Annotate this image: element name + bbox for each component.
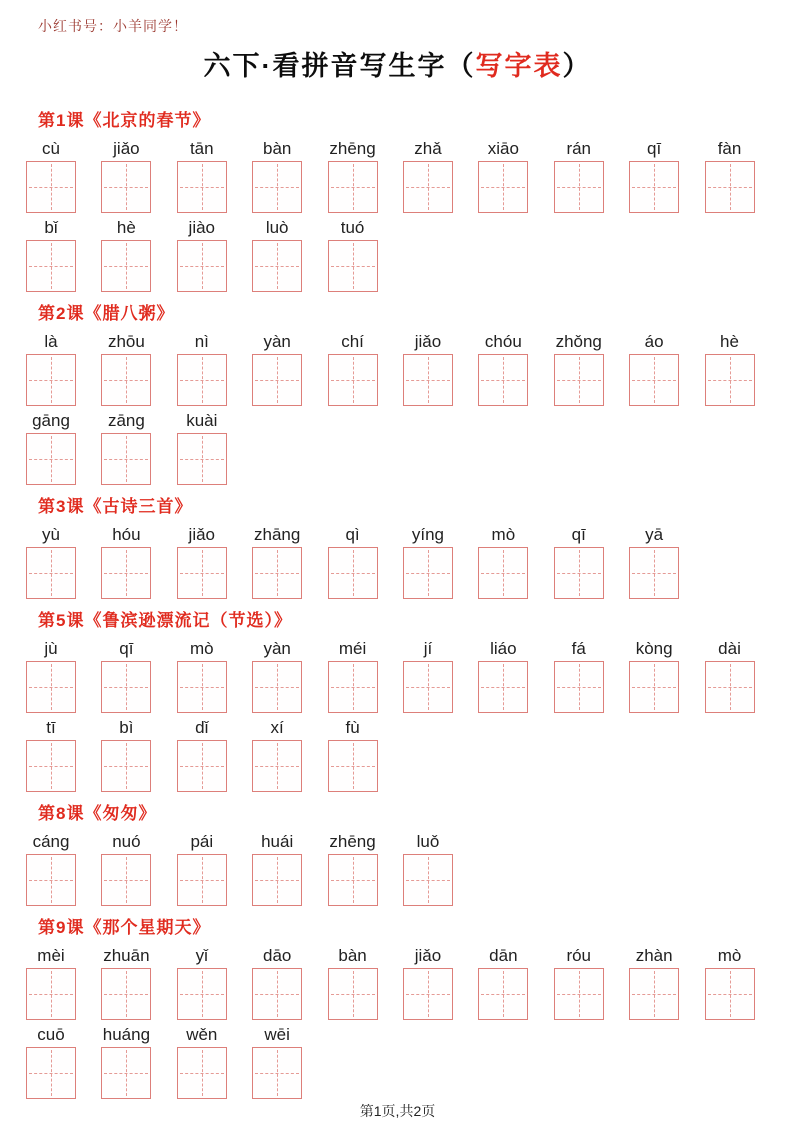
character-cell xyxy=(101,136,176,213)
pinyin-label: fàn xyxy=(717,139,742,158)
character-cell xyxy=(554,136,629,213)
character-cell xyxy=(478,636,553,713)
tianzige-writing-box xyxy=(252,547,302,599)
pinyin-label: jiǎo xyxy=(113,139,140,158)
pinyin-label: bǐ xyxy=(44,218,58,237)
pinyin-label: qī xyxy=(119,639,134,658)
tianzige-writing-box xyxy=(252,854,302,906)
tianzige-writing-box xyxy=(177,854,227,906)
tianzige-writing-box xyxy=(629,661,679,713)
character-cell xyxy=(705,329,780,406)
character-cell xyxy=(328,215,403,292)
page-footer: 第1页,共2页 xyxy=(359,1103,436,1119)
tianzige-writing-box xyxy=(252,661,302,713)
character-cell xyxy=(478,329,553,406)
title-highlight: 写字表 xyxy=(475,51,563,81)
character-cell xyxy=(26,636,101,713)
character-cell xyxy=(629,636,704,713)
tianzige-writing-box xyxy=(177,240,227,292)
tianzige-writing-box xyxy=(403,854,453,906)
character-cell xyxy=(629,136,704,213)
pinyin-label: yàn xyxy=(263,639,291,658)
tianzige-writing-box xyxy=(478,661,528,713)
tianzige-writing-box xyxy=(403,661,453,713)
pinyin-label: dāo xyxy=(262,946,292,965)
character-cell xyxy=(101,1022,176,1099)
tianzige-writing-box xyxy=(252,740,302,792)
character-cell xyxy=(478,943,553,1020)
character-cell xyxy=(705,636,780,713)
character-cell xyxy=(26,715,101,792)
pinyin-label: zhēng xyxy=(329,832,376,851)
character-cell xyxy=(177,329,252,406)
pinyin-label: huái xyxy=(261,832,294,851)
tianzige-writing-box xyxy=(101,968,151,1020)
character-cell xyxy=(554,329,629,406)
pinyin-label: yā xyxy=(645,525,664,544)
section-header: 第9课《那个星期天》 xyxy=(38,918,211,937)
character-cell xyxy=(252,829,327,906)
character-cell xyxy=(101,829,176,906)
pinyin-label: nuó xyxy=(112,832,141,851)
character-cell xyxy=(478,522,553,599)
tianzige-writing-box xyxy=(101,161,151,213)
tianzige-writing-box xyxy=(26,1047,76,1099)
tianzige-writing-box xyxy=(554,661,604,713)
character-cell xyxy=(403,136,478,213)
title-suffix: ） xyxy=(562,51,592,81)
lesson-section xyxy=(26,492,769,599)
tianzige-writing-box xyxy=(177,161,227,213)
tianzige-writing-box xyxy=(478,968,528,1020)
lesson-section xyxy=(26,299,769,485)
tianzige-writing-box xyxy=(101,240,151,292)
pinyin-label: xí xyxy=(270,718,284,737)
pinyin-label: jí xyxy=(423,639,433,658)
character-cell xyxy=(252,215,327,292)
character-cell xyxy=(328,943,403,1020)
pinyin-row xyxy=(26,522,769,599)
tianzige-writing-box xyxy=(101,740,151,792)
pinyin-label: dān xyxy=(489,946,518,965)
tianzige-writing-box xyxy=(328,547,378,599)
tianzige-writing-box xyxy=(177,547,227,599)
tianzige-writing-box xyxy=(101,854,151,906)
pinyin-row xyxy=(26,136,769,213)
pinyin-label: chí xyxy=(341,332,364,351)
tianzige-writing-box xyxy=(554,161,604,213)
pinyin-label: yù xyxy=(42,525,60,544)
pinyin-label: zāng xyxy=(107,411,145,430)
pinyin-label: hè xyxy=(116,218,136,237)
character-cell xyxy=(101,329,176,406)
tianzige-writing-box xyxy=(26,854,76,906)
pinyin-label: wěn xyxy=(186,1025,218,1044)
tianzige-writing-box xyxy=(101,547,151,599)
character-cell xyxy=(26,943,101,1020)
tianzige-writing-box xyxy=(478,354,528,406)
section-header: 第1课《北京的春节》 xyxy=(38,111,211,130)
pinyin-label: mò xyxy=(189,639,214,658)
pinyin-label: chóu xyxy=(484,332,522,351)
pinyin-label: hóu xyxy=(112,525,141,544)
tianzige-writing-box xyxy=(328,354,378,406)
character-cell xyxy=(554,522,629,599)
tianzige-writing-box xyxy=(26,547,76,599)
pinyin-label: nì xyxy=(194,332,209,351)
title-prefix: 六下·看拼音写生字（ xyxy=(203,51,476,81)
tianzige-writing-box xyxy=(328,661,378,713)
pinyin-label: luǒ xyxy=(416,832,440,851)
tianzige-writing-box xyxy=(26,354,76,406)
pinyin-label: jiǎo xyxy=(414,946,442,965)
tianzige-writing-box xyxy=(177,1047,227,1099)
character-cell xyxy=(101,636,176,713)
pinyin-label: dài xyxy=(718,639,741,658)
pinyin-label: zhǎ xyxy=(414,139,442,158)
pinyin-label: hè xyxy=(720,332,739,351)
tianzige-writing-box xyxy=(705,354,755,406)
pinyin-label: rán xyxy=(566,139,592,158)
pinyin-label: róu xyxy=(566,946,592,965)
pinyin-label: bàn xyxy=(338,946,367,965)
character-cell xyxy=(26,1022,101,1099)
character-cell xyxy=(177,136,252,213)
character-cell xyxy=(629,943,704,1020)
character-cell xyxy=(252,943,327,1020)
character-cell xyxy=(101,715,176,792)
tianzige-writing-box xyxy=(26,240,76,292)
character-cell xyxy=(252,522,327,599)
pinyin-label: zhēng xyxy=(329,139,376,158)
tianzige-writing-box xyxy=(26,161,76,213)
pinyin-label: wēi xyxy=(264,1025,290,1044)
pinyin-label: dǐ xyxy=(195,718,209,737)
pinyin-label: zhōu xyxy=(107,332,145,351)
character-cell xyxy=(252,329,327,406)
character-cell xyxy=(177,943,252,1020)
tianzige-writing-box xyxy=(705,661,755,713)
character-cell xyxy=(252,136,327,213)
pinyin-row xyxy=(26,943,769,1020)
character-cell xyxy=(705,943,780,1020)
pinyin-label: xiāo xyxy=(487,139,519,158)
tianzige-writing-box xyxy=(554,968,604,1020)
character-cell xyxy=(478,136,553,213)
character-cell xyxy=(177,1022,252,1099)
character-cell xyxy=(101,408,176,485)
pinyin-label: mò xyxy=(717,946,742,965)
tianzige-writing-box xyxy=(554,354,604,406)
tianzige-writing-box xyxy=(403,547,453,599)
pinyin-label: mò xyxy=(491,525,516,544)
tianzige-writing-box xyxy=(26,433,76,485)
tianzige-writing-box xyxy=(478,547,528,599)
pinyin-row xyxy=(26,329,769,406)
pinyin-label: liáo xyxy=(490,639,517,658)
character-cell xyxy=(252,1022,327,1099)
tianzige-writing-box xyxy=(403,161,453,213)
pinyin-label: pái xyxy=(190,832,214,851)
tianzige-writing-box xyxy=(252,354,302,406)
character-cell xyxy=(177,636,252,713)
character-cell xyxy=(252,715,327,792)
pinyin-label: yǐ xyxy=(195,946,208,965)
character-cell xyxy=(554,636,629,713)
pinyin-label: jiǎo xyxy=(188,525,216,544)
pinyin-label: áo xyxy=(644,332,664,351)
tianzige-writing-box xyxy=(403,968,453,1020)
tianzige-writing-box xyxy=(328,161,378,213)
character-cell xyxy=(629,522,704,599)
tianzige-writing-box xyxy=(101,354,151,406)
character-cell xyxy=(629,329,704,406)
character-cell xyxy=(328,329,403,406)
tianzige-writing-box xyxy=(629,354,679,406)
section-header: 第5课《鲁滨逊漂流记（节选）》 xyxy=(38,611,292,630)
pinyin-row xyxy=(26,408,769,485)
character-cell xyxy=(177,408,252,485)
tianzige-writing-box xyxy=(328,854,378,906)
tianzige-writing-box xyxy=(252,968,302,1020)
pinyin-label: zhàn xyxy=(635,946,673,965)
pinyin-label: tuó xyxy=(340,218,365,237)
pinyin-label: qī xyxy=(647,139,662,158)
tianzige-writing-box xyxy=(328,240,378,292)
character-cell xyxy=(177,715,252,792)
character-cell xyxy=(328,715,403,792)
tianzige-writing-box xyxy=(629,547,679,599)
pinyin-label: yíng xyxy=(411,525,445,544)
section-header: 第3课《古诗三首》 xyxy=(38,497,193,516)
sections-container xyxy=(26,99,769,1101)
character-cell xyxy=(252,636,327,713)
pinyin-label: yàn xyxy=(263,332,291,351)
pinyin-label: kuài xyxy=(186,411,218,430)
tianzige-writing-box xyxy=(26,968,76,1020)
character-cell xyxy=(177,215,252,292)
tianzige-writing-box xyxy=(705,968,755,1020)
pinyin-label: qì xyxy=(345,525,360,544)
tianzige-writing-box xyxy=(629,968,679,1020)
section-header: 第8课《匆匆》 xyxy=(38,804,157,823)
pinyin-label: kòng xyxy=(635,639,673,658)
tianzige-writing-box xyxy=(26,661,76,713)
tianzige-writing-box xyxy=(101,1047,151,1099)
tianzige-writing-box xyxy=(26,740,76,792)
pinyin-row xyxy=(26,215,769,292)
pinyin-label: luò xyxy=(265,218,289,237)
lesson-section xyxy=(26,106,769,292)
tianzige-writing-box xyxy=(252,161,302,213)
pinyin-row xyxy=(26,829,769,906)
tianzige-writing-box xyxy=(705,161,755,213)
character-cell xyxy=(177,829,252,906)
pinyin-label: cuō xyxy=(37,1025,65,1044)
character-cell xyxy=(403,636,478,713)
lesson-section xyxy=(26,799,769,906)
character-cell xyxy=(101,943,176,1020)
tianzige-writing-box xyxy=(177,433,227,485)
pinyin-label: bì xyxy=(119,718,134,737)
tianzige-writing-box xyxy=(177,740,227,792)
tianzige-writing-box xyxy=(478,161,528,213)
tianzige-writing-box xyxy=(177,968,227,1020)
tianzige-writing-box xyxy=(177,354,227,406)
pinyin-row xyxy=(26,1022,769,1099)
character-cell xyxy=(26,408,101,485)
pinyin-label: cù xyxy=(42,139,60,158)
page-title xyxy=(26,44,769,83)
pinyin-label: huáng xyxy=(102,1025,151,1044)
tianzige-writing-box xyxy=(177,661,227,713)
tianzige-writing-box xyxy=(554,547,604,599)
tianzige-writing-box xyxy=(101,433,151,485)
pinyin-label: zhāng xyxy=(254,525,301,544)
tianzige-writing-box xyxy=(403,354,453,406)
character-cell xyxy=(705,136,780,213)
tianzige-writing-box xyxy=(252,240,302,292)
character-cell xyxy=(403,829,478,906)
lesson-section xyxy=(26,913,769,1099)
character-cell xyxy=(328,522,403,599)
character-cell xyxy=(26,522,101,599)
character-cell xyxy=(101,215,176,292)
pinyin-label: jù xyxy=(44,639,58,658)
pinyin-label: là xyxy=(44,332,58,351)
character-cell xyxy=(177,522,252,599)
pinyin-label: tān xyxy=(189,139,214,158)
pinyin-label: mèi xyxy=(37,946,65,965)
pinyin-label: gāng xyxy=(32,411,70,430)
tianzige-writing-box xyxy=(629,161,679,213)
character-cell xyxy=(403,522,478,599)
pinyin-label: fù xyxy=(345,718,360,737)
tianzige-writing-box xyxy=(328,968,378,1020)
account-note: 小红书号：小羊同学！ xyxy=(38,18,188,34)
character-cell xyxy=(26,215,101,292)
character-cell xyxy=(26,329,101,406)
pinyin-label: zhuān xyxy=(103,946,150,965)
character-cell xyxy=(328,136,403,213)
character-cell xyxy=(403,329,478,406)
character-cell xyxy=(328,829,403,906)
lesson-section xyxy=(26,606,769,792)
tianzige-writing-box xyxy=(101,661,151,713)
pinyin-label: cáng xyxy=(32,832,70,851)
pinyin-label: qī xyxy=(571,525,586,544)
tianzige-writing-box xyxy=(328,740,378,792)
pinyin-label: zhǒng xyxy=(555,332,602,351)
pinyin-label: jiǎo xyxy=(414,332,442,351)
pinyin-row xyxy=(26,636,769,713)
character-cell xyxy=(101,522,176,599)
character-cell xyxy=(328,636,403,713)
section-header: 第2课《腊八粥》 xyxy=(38,304,175,323)
tianzige-writing-box xyxy=(252,1047,302,1099)
character-cell xyxy=(554,943,629,1020)
character-cell xyxy=(26,829,101,906)
pinyin-label: méi xyxy=(338,639,367,658)
character-cell xyxy=(403,943,478,1020)
pinyin-label: fá xyxy=(571,639,586,658)
pinyin-label: tī xyxy=(46,718,56,737)
pinyin-label: bàn xyxy=(262,139,292,158)
pinyin-row xyxy=(26,715,769,792)
character-cell xyxy=(26,136,101,213)
pinyin-label: jiào xyxy=(188,218,216,237)
